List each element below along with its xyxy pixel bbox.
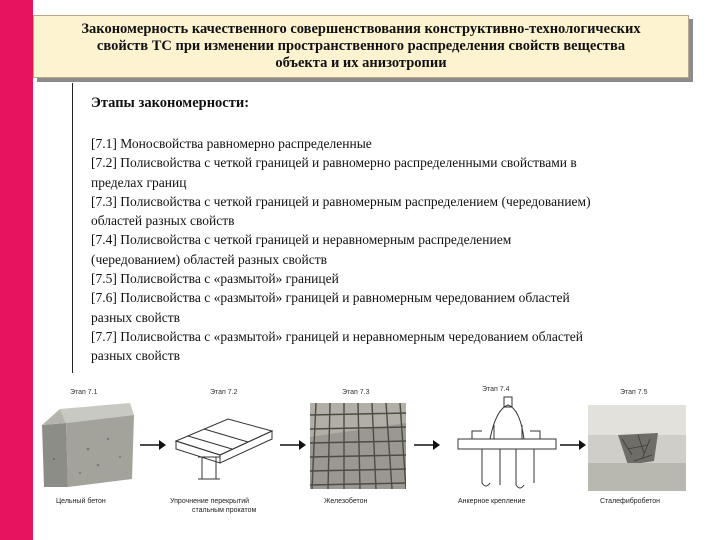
accent-side-bar	[0, 0, 33, 540]
arrow-right-icon	[280, 439, 306, 451]
title-line-2: свойств ТС при изменении пространственного распределения свойств вещества	[96, 38, 626, 54]
list-line: (чередованием) областей разных свойств	[91, 251, 328, 267]
caption-7-5: Сталефибробетон	[600, 498, 660, 505]
caption-7-2-line-1: Упрочнение перекрытий	[170, 498, 250, 505]
list-line: разных свойств	[91, 348, 181, 364]
arrow-right-icon	[414, 439, 440, 451]
caption-7-2-line-2: стальным прокатом	[192, 507, 257, 514]
title-line-1: Закономерность качественного совершенствования конструктивно-технологических	[81, 21, 641, 37]
caption-7-3: Железобетон	[324, 498, 368, 505]
list-line: [7.5] Полисвойства с «размытой» границей	[91, 271, 339, 287]
list-line: [7.3] Полисвойства с четкой границей и равномерным распределением (чередованием)	[91, 193, 591, 209]
list-line: разных свойств	[91, 309, 181, 325]
steel-fiber-concrete-image	[588, 405, 686, 491]
vertical-divider	[72, 83, 73, 380]
concrete-block-image	[38, 399, 136, 491]
list-line: [7.2] Полисвойства с четкой границей и равномерно распределенными свойствами в	[91, 155, 577, 171]
stages-list	[91, 134, 701, 366]
stages-figure	[34, 373, 694, 525]
title-line-3: объекта и их анизотропии	[275, 55, 447, 71]
caption-7-4: Анкерное крепление	[458, 498, 526, 505]
list-line: областей разных свойств	[91, 213, 235, 229]
slide-title	[33, 15, 689, 78]
stage-label-7-1: Этап 7.1	[70, 389, 98, 396]
list-line: [7.6] Полисвойства с «размытой» границей и равномерным чередованием областей	[91, 290, 570, 306]
slab-steel-beam-drawing	[168, 401, 278, 489]
arrow-right-icon	[140, 439, 166, 451]
arrow-right-icon	[560, 439, 586, 451]
stage-label-7-3: Этап 7.3	[342, 389, 370, 396]
stage-label-7-5: Этап 7.5	[620, 389, 648, 396]
list-line: [7.7] Полисвойства с «размытой» границей и неравномерным чередованием областей	[91, 328, 583, 344]
list-line: [7.1] Моносвойства равномерно распределенные	[91, 136, 372, 151]
stages-heading: Этапы закономерности:	[91, 95, 250, 111]
anchor-fastening-drawing	[452, 395, 562, 491]
reinforced-concrete-image	[310, 403, 406, 489]
caption-7-1: Цельный бетон	[56, 498, 106, 505]
list-line: пределах границ	[91, 174, 187, 190]
stage-label-7-2: Этап 7.2	[210, 389, 238, 396]
list-line: [7.4] Полисвойства с четкой границей и неравномерным распределением	[91, 232, 512, 248]
stage-label-7-4: Этап 7.4	[482, 386, 510, 393]
